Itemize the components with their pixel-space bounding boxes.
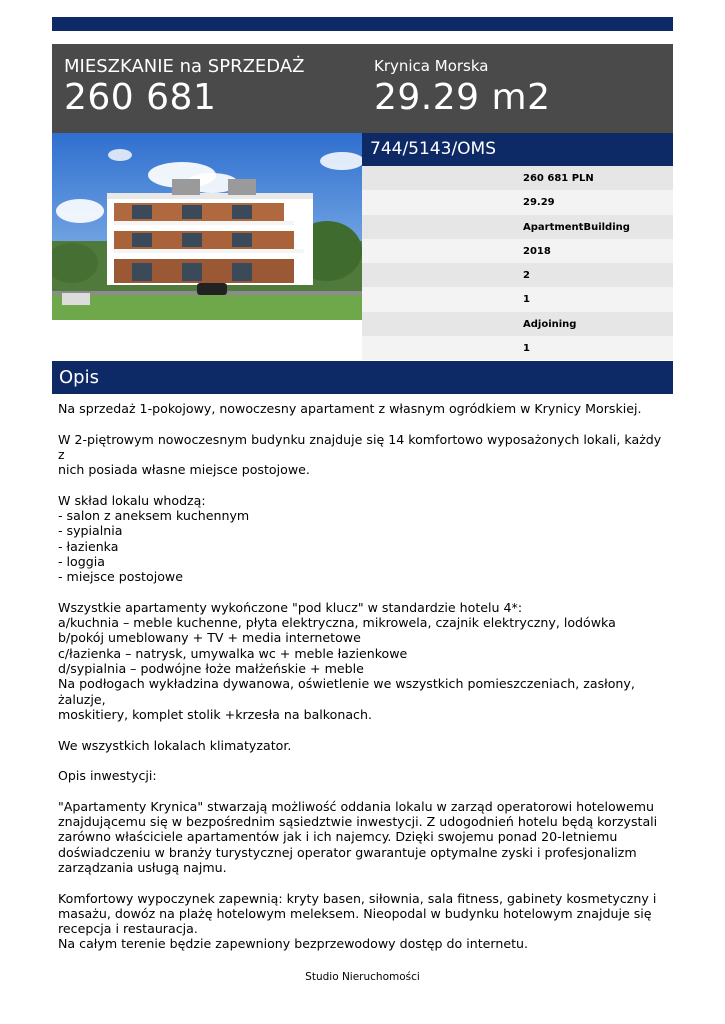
reference-number: 744/5143/OMS [370, 139, 497, 159]
spec-table [362, 166, 673, 360]
paragraph-gap [58, 585, 670, 600]
listing-header [52, 44, 673, 133]
property-photo [52, 133, 362, 320]
spec-value: 1 [523, 294, 530, 306]
reference-bar [362, 133, 673, 166]
spec-row [362, 166, 673, 190]
spec-value: 1 [523, 343, 530, 355]
spec-row [362, 336, 673, 360]
description-line: moskitiery, komplet stolik +krzesła na balkonach. [58, 706, 372, 722]
description-line: Opis inwestycji: [58, 768, 157, 784]
description-line: znajdującemu się w bezpośrednim sąsiedztwie inwestycji. Z udogodnień hotelu będą korzystali [58, 814, 658, 830]
spec-row [362, 190, 673, 214]
description-heading-bar [52, 361, 673, 394]
description-text [58, 401, 670, 952]
paragraph-gap [58, 477, 670, 492]
description-line: Na podłogach wykładzina dywanowa, oświetlenie we wszystkich pomieszczeniach, zasłony, żaluzje, [58, 676, 635, 707]
spec-value: ApartmentBuilding [523, 221, 630, 233]
description-line: W skład lokalu whodzą: [58, 492, 206, 508]
area-value: 29.29 m2 [374, 77, 551, 118]
offer-type: MIESZKANIE na SPRZEDAŻ [64, 56, 305, 77]
spec-row [362, 287, 673, 311]
description-line: Na całym terenie będzie zapewniony bezprzewodowy dostęp do internetu. [58, 936, 529, 952]
paragraph-gap [58, 875, 670, 890]
description-line: Komfortowy wypoczynek zapewnią: kryty basen, siłownia, sala fitness, gabinety kosmetyczny i [58, 890, 657, 906]
description-line: - łazienka [58, 538, 119, 554]
spec-value: 29.29 [523, 197, 555, 209]
description-line: Wszystkie apartamenty wykończone "pod klucz" w standardzie hotelu 4*: [58, 599, 523, 615]
top-accent-bar [52, 17, 673, 31]
description-line: W 2-piętrowym nowoczesnym budynku znajduje się 14 komfortowo wyposażonych lokali, każdy z [58, 431, 662, 462]
paragraph-gap [58, 416, 670, 431]
spec-value: 2018 [523, 245, 551, 257]
description-line: - sypialnia [58, 523, 123, 539]
description-line: zarządzania usługą najmu. [58, 859, 227, 875]
spec-row [362, 312, 673, 336]
description-line: "Apartamenty Krynica" stwarzają możliwość oddania lokalu w zarząd operatorowi hotelowemu [58, 798, 654, 814]
description-line: - loggia [58, 553, 105, 569]
description-line: recepcja i restauracja. [58, 921, 198, 937]
spec-row [362, 239, 673, 263]
spec-row [362, 215, 673, 239]
description-line: - salon z aneksem kuchennym [58, 508, 250, 524]
paragraph-gap [58, 722, 670, 737]
spec-value: 260 681 PLN [523, 173, 594, 184]
description-line: nich posiada własne miejsce postojowe. [58, 462, 310, 478]
spec-row [362, 263, 673, 287]
description-line: b/pokój umeblowany + TV + media internetowe [58, 630, 361, 646]
description-line: Na sprzedaż 1-pokojowy, nowoczesny apartament z własnym ogródkiem w Krynicy Morskiej. [58, 401, 642, 416]
description-line: c/łazienka – natrysk, umywalka wc + meble łazienkowe [58, 645, 408, 661]
description-line: We wszystkich lokalach klimatyzator. [58, 737, 292, 753]
description-line: d/sypialnia – podwójne łoże małżeńskie + meble [58, 661, 364, 677]
description-line: zarówno właściciele apartamentów jak i ich najemcy. Dzięki swojemu ponad 20-letniemu [58, 829, 618, 845]
spec-value: 2 [523, 270, 530, 282]
spec-value: Adjoining [523, 318, 577, 330]
location: Krynica Morska [374, 57, 489, 75]
price-value: 260 681 [64, 77, 217, 118]
paragraph-gap [58, 783, 670, 798]
description-line: - miejsce postojowe [58, 569, 183, 585]
section-title: Opis [59, 367, 99, 388]
paragraph-gap [58, 753, 670, 768]
description-line: doświadczeniu w branży turystycznej operator gwarantuje optymalne zyski i profesjonalizm [58, 844, 637, 860]
description-line: a/kuchnia – meble kuchenne, płyta elektryczna, mikrowela, czajnik elektryczny, lodówka [58, 615, 616, 631]
footer-agency-name: Studio Nieruchomości [305, 971, 420, 983]
description-line: masażu, dowóz na plażę hotelowym meleksem. Nieopodal w budynku hotelowym znajduje się [58, 905, 652, 921]
